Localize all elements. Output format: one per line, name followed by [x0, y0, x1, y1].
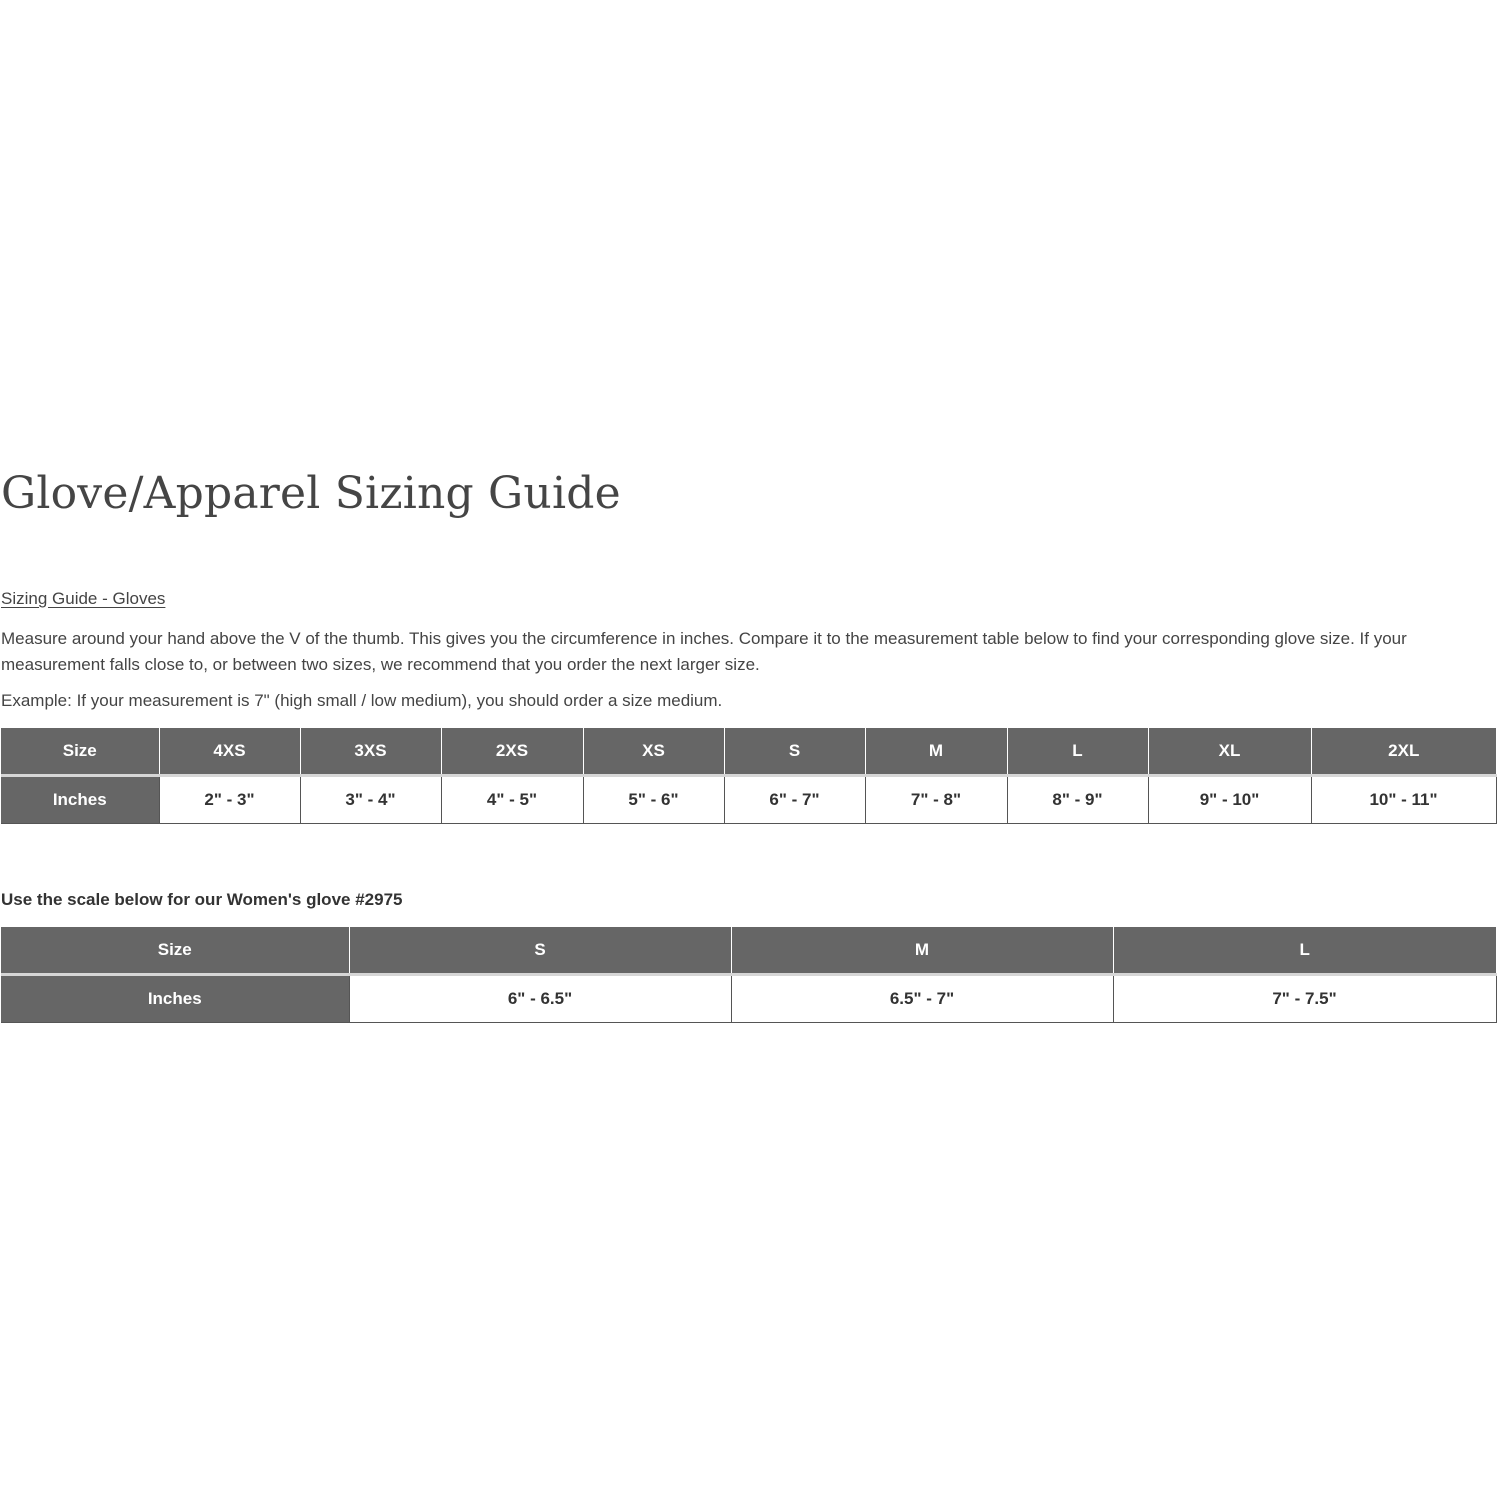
table-row [1, 975, 1496, 1023]
sizing-example: Example: If your measurement is 7" (high small / low medium), you should order a size medium. [1, 691, 723, 710]
size-cell: M [865, 728, 1007, 776]
inches-cell: 6.5" - 7" [731, 975, 1113, 1023]
inches-cell: 6" - 7" [724, 776, 865, 824]
size-cell: 4XS [159, 728, 300, 776]
table-row [1, 728, 1496, 776]
inches-cell: 2" - 3" [159, 776, 300, 824]
size-cell: XS [583, 728, 724, 776]
inches-cell: 4" - 5" [441, 776, 583, 824]
inches-cell: 6" - 6.5" [349, 975, 731, 1023]
inches-cell: 10" - 11" [1311, 776, 1496, 824]
size-cell: 3XS [300, 728, 441, 776]
inches-cell: 9" - 10" [1148, 776, 1311, 824]
row-label-size: Size [1, 927, 349, 975]
gloves-section-heading: Sizing Guide - Gloves [1, 589, 166, 608]
size-cell: S [349, 927, 731, 975]
row-label-inches: Inches [1, 975, 349, 1023]
row-label-inches: Inches [1, 776, 159, 824]
inches-cell: 3" - 4" [300, 776, 441, 824]
womens-size-table [1, 927, 1497, 1023]
row-label-size: Size [1, 728, 159, 776]
size-cell: XL [1148, 728, 1311, 776]
page-title: Glove/Apparel Sizing Guide [1, 468, 621, 519]
size-cell: S [724, 728, 865, 776]
inches-cell: 7" - 8" [865, 776, 1007, 824]
size-cell: L [1113, 927, 1496, 975]
measuring-instructions: Measure around your hand above the V of the thumb. This gives you the circumference in inches. Compare it to the measurement table below to find your corresponding glove size. If your measurement falls close to, or between two sizes, we recommend that you order the next larger size. [1, 629, 1407, 674]
inches-cell: 8" - 9" [1007, 776, 1148, 824]
size-cell: 2XL [1311, 728, 1496, 776]
table-row [1, 776, 1496, 824]
inches-cell: 5" - 6" [583, 776, 724, 824]
size-cell: L [1007, 728, 1148, 776]
size-cell: 2XS [441, 728, 583, 776]
table-row [1, 927, 1496, 975]
size-cell: M [731, 927, 1113, 975]
gloves-size-table [1, 728, 1497, 824]
inches-cell: 7" - 7.5" [1113, 975, 1496, 1023]
womens-glove-note: Use the scale below for our Women's glove #2975 [1, 890, 403, 909]
